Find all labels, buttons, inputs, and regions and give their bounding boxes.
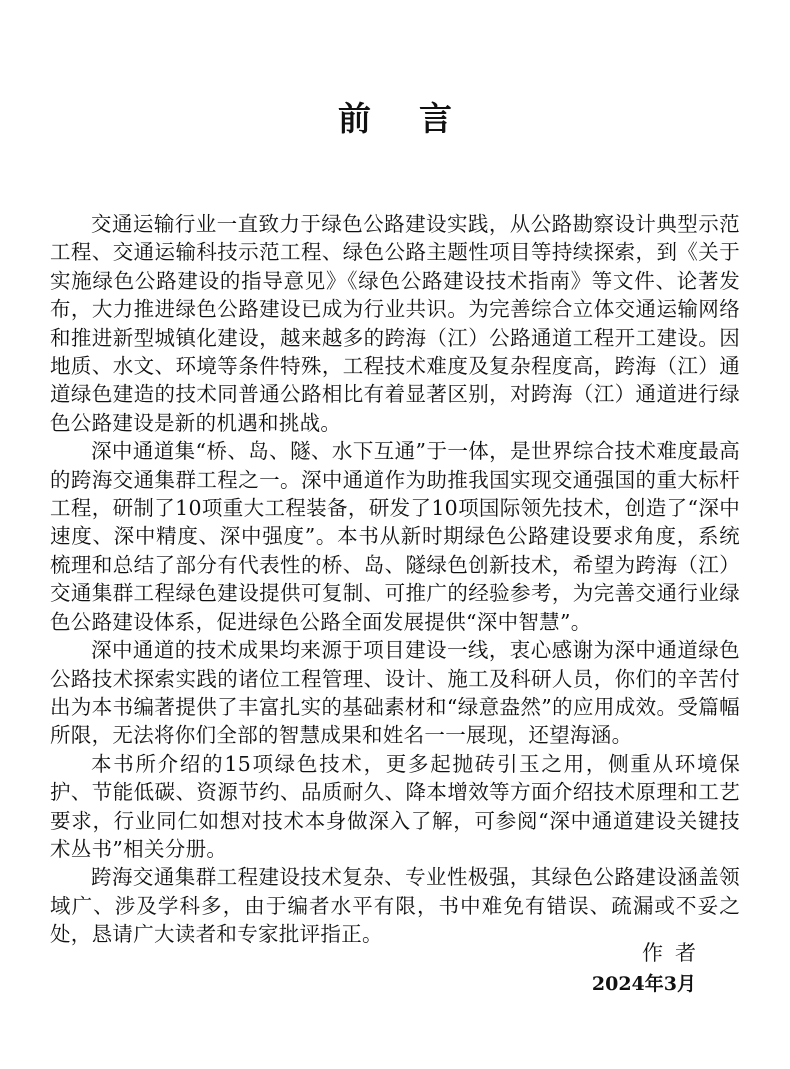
paragraph-1: 交通运输行业一直致力于绿色公路建设实践，从公路勘察设计典型示范工程、交通运输科技示范工程、绿色公路主题性项目等持续探索，到《关于实施绿色公路建设的指导意见》《绿色公路建设技术指南》等文件、论著发布，大力推进绿色公路建设已成为行业共识。为完善综合立体交通运输网络和推进新型城镇化建设，越来越多的跨海（江）公路通道工程开工建设。因地质、水文、环境等条件特殊，工程技术难度及复杂程度高，跨海（江）通道绿色建造的技术同普通公路相比有着显著区别，对跨海（江）通道进行绿色公路建设是新的机遇和挑战。	[50, 212, 740, 435]
page-title: 前言	[338, 99, 500, 138]
paragraph-4: 本书所介绍的15项绿色技术，更多起抛砖引玉之用，侧重从环境保护、节能低碳、资源节约、品质耐久、降本增效等方面介绍技术原理和工艺要求，行业同仁如想对技术本身做深入了解，可参阅“深中通道建设关键技术丛书”相关分册。	[50, 751, 740, 861]
paragraph-5: 跨海交通集群工程建设技术复杂、专业性极强，其绿色公路建设涵盖领域广、涉及学科多，由于编者水平有限，书中难免有错误、疏漏或不妥之处，恳请广大读者和专家批评指正。	[50, 865, 740, 947]
paragraph-2: 深中通道集“桥、岛、隧、水下互通”于一体，是世界综合技术难度最高的跨海交通集群工程之一。深中通道作为助推我国实现交通强国的重大标杆工程，研制了10项重大工程装备，研发了10项国际领先技术，创造了“深中速度、深中精度、深中强度”。本书从新时期绿色公路建设要求角度，系统梳理和总结了部分有代表性的桥、岛、隧绿色创新技术，希望为跨海（江）交通集群工程绿色建设提供可复制、可推广的经验参考，为完善交通行业绿色公路建设体系，促进绿色公路全面发展提供“深中智慧”。	[50, 439, 740, 634]
signature-date: 2024年3月	[591, 973, 696, 995]
signature-block	[591, 938, 708, 998]
paragraph-3: 深中通道的技术成果均来源于项目建设一线，衷心感谢为深中通道绿色公路技术探索实践的诸位工程管理、设计、施工及科研人员，你们的辛苦付出为本书编著提供了丰富扎实的基础素材和“绿意盎然”的应用成效。受篇幅所限，无法将你们全部的智慧成果和姓名一一展现，还望海涵。	[50, 638, 740, 748]
author-signature: 作者	[642, 941, 708, 965]
preface-body	[50, 210, 740, 949]
